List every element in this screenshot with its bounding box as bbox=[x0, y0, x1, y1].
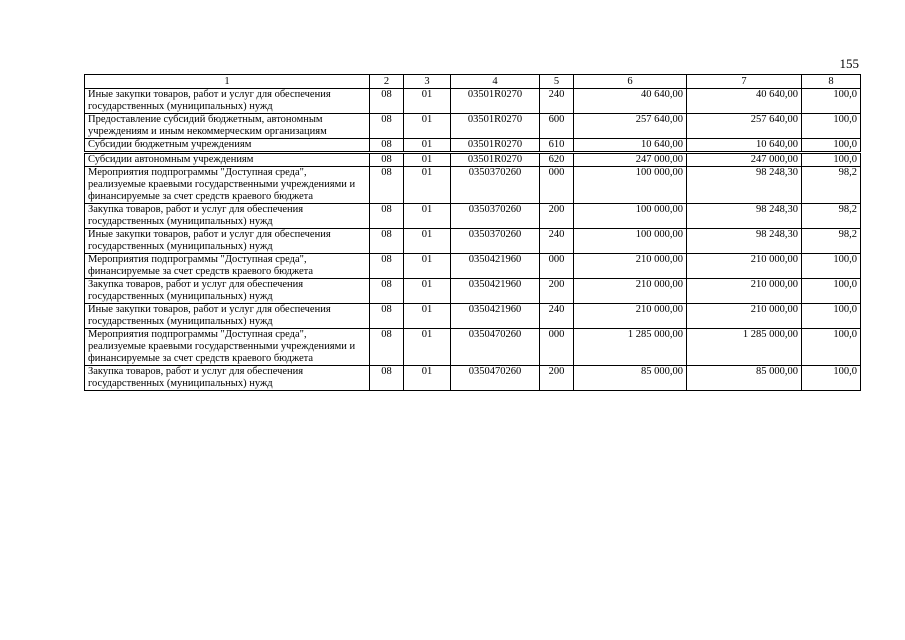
target-article-code: 0350421960 bbox=[451, 304, 540, 329]
execution-percent: 98,2 bbox=[802, 204, 861, 229]
executed-amount: 257 640,00 bbox=[687, 114, 802, 139]
planned-amount: 100 000,00 bbox=[574, 229, 687, 254]
table-row bbox=[85, 139, 861, 152]
execution-percent: 100,0 bbox=[802, 304, 861, 329]
subsection-code: 01 bbox=[404, 154, 451, 167]
expense-type-code: 200 bbox=[540, 204, 574, 229]
executed-amount: 98 248,30 bbox=[687, 229, 802, 254]
section-code: 08 bbox=[370, 154, 404, 167]
section-code: 08 bbox=[370, 254, 404, 279]
subsection-code: 01 bbox=[404, 279, 451, 304]
subsection-code: 01 bbox=[404, 304, 451, 329]
table-row bbox=[85, 329, 861, 366]
page-number: 155 bbox=[839, 56, 859, 71]
expense-type-code: 200 bbox=[540, 279, 574, 304]
execution-percent: 100,0 bbox=[802, 114, 861, 139]
table-row bbox=[85, 366, 861, 391]
row-name: Закупка товаров, работ и услуг для обеспечения государственных (муниципальных) нужд bbox=[85, 204, 370, 229]
planned-amount: 10 640,00 bbox=[574, 139, 687, 152]
header-row bbox=[85, 75, 861, 89]
subsection-code: 01 bbox=[404, 167, 451, 204]
subsection-code: 01 bbox=[404, 229, 451, 254]
execution-percent: 100,0 bbox=[802, 329, 861, 366]
target-article-code: 03501R0270 bbox=[451, 154, 540, 167]
target-article-code: 0350421960 bbox=[451, 254, 540, 279]
target-article-code: 0350470260 bbox=[451, 366, 540, 391]
section-code: 08 bbox=[370, 366, 404, 391]
header-cell: 2 bbox=[370, 75, 404, 89]
subsection-code: 01 bbox=[404, 204, 451, 229]
planned-amount: 210 000,00 bbox=[574, 254, 687, 279]
subsection-code: 01 bbox=[404, 139, 451, 152]
section-code: 08 bbox=[370, 139, 404, 152]
row-name: Иные закупки товаров, работ и услуг для обеспечения государственных (муниципальных) нужд bbox=[85, 304, 370, 329]
budget-table bbox=[84, 74, 861, 391]
expense-type-code: 620 bbox=[540, 154, 574, 167]
planned-amount: 1 285 000,00 bbox=[574, 329, 687, 366]
header-cell: 1 bbox=[85, 75, 370, 89]
planned-amount: 247 000,00 bbox=[574, 154, 687, 167]
row-name: Субсидии бюджетным учреждениям bbox=[85, 139, 370, 152]
section-code: 08 bbox=[370, 167, 404, 204]
execution-percent: 100,0 bbox=[802, 154, 861, 167]
expense-type-code: 240 bbox=[540, 229, 574, 254]
header-cell: 6 bbox=[574, 75, 687, 89]
execution-percent: 100,0 bbox=[802, 139, 861, 152]
subsection-code: 01 bbox=[404, 89, 451, 114]
executed-amount: 210 000,00 bbox=[687, 304, 802, 329]
planned-amount: 210 000,00 bbox=[574, 304, 687, 329]
row-name: Иные закупки товаров, работ и услуг для обеспечения государственных (муниципальных) нужд bbox=[85, 229, 370, 254]
subsection-code: 01 bbox=[404, 254, 451, 279]
subsection-code: 01 bbox=[404, 366, 451, 391]
execution-percent: 100,0 bbox=[802, 279, 861, 304]
executed-amount: 210 000,00 bbox=[687, 279, 802, 304]
header-cell: 5 bbox=[540, 75, 574, 89]
section-code: 08 bbox=[370, 329, 404, 366]
row-name: Мероприятия подпрограммы "Доступная среда", реализуемые краевыми государственными учреждениями и финансируемые за счет средств краевого бюджета bbox=[85, 167, 370, 204]
row-name: Закупка товаров, работ и услуг для обеспечения государственных (муниципальных) нужд bbox=[85, 279, 370, 304]
row-name: Мероприятия подпрограммы "Доступная среда", финансируемые за счет средств краевого бюджета bbox=[85, 254, 370, 279]
expense-type-code: 000 bbox=[540, 329, 574, 366]
section-code: 08 bbox=[370, 229, 404, 254]
execution-percent: 98,2 bbox=[802, 167, 861, 204]
execution-percent: 100,0 bbox=[802, 254, 861, 279]
planned-amount: 257 640,00 bbox=[574, 114, 687, 139]
target-article-code: 0350370260 bbox=[451, 204, 540, 229]
table-row bbox=[85, 154, 861, 167]
target-article-code: 0350370260 bbox=[451, 167, 540, 204]
executed-amount: 40 640,00 bbox=[687, 89, 802, 114]
header-cell: 7 bbox=[687, 75, 802, 89]
table-row bbox=[85, 89, 861, 114]
header-cell: 3 bbox=[404, 75, 451, 89]
row-name: Субсидии автономным учреждениям bbox=[85, 154, 370, 167]
section-code: 08 bbox=[370, 114, 404, 139]
row-name: Мероприятия подпрограммы "Доступная среда", реализуемые краевыми государственными учреждениями и финансируемые за счет средств краевого бюджета bbox=[85, 329, 370, 366]
executed-amount: 210 000,00 bbox=[687, 254, 802, 279]
target-article-code: 0350370260 bbox=[451, 229, 540, 254]
target-article-code: 0350421960 bbox=[451, 279, 540, 304]
subsection-code: 01 bbox=[404, 114, 451, 139]
expense-type-code: 200 bbox=[540, 366, 574, 391]
executed-amount: 247 000,00 bbox=[687, 154, 802, 167]
executed-amount: 10 640,00 bbox=[687, 139, 802, 152]
execution-percent: 100,0 bbox=[802, 366, 861, 391]
target-article-code: 03501R0270 bbox=[451, 89, 540, 114]
expense-type-code: 240 bbox=[540, 89, 574, 114]
target-article-code: 03501R0270 bbox=[451, 114, 540, 139]
executed-amount: 1 285 000,00 bbox=[687, 329, 802, 366]
table-row bbox=[85, 167, 861, 204]
row-name: Закупка товаров, работ и услуг для обеспечения государственных (муниципальных) нужд bbox=[85, 366, 370, 391]
expense-type-code: 000 bbox=[540, 167, 574, 204]
target-article-code: 0350470260 bbox=[451, 329, 540, 366]
row-name: Предоставление субсидий бюджетным, автономным учреждениям и иным некоммерческим организациям bbox=[85, 114, 370, 139]
executed-amount: 98 248,30 bbox=[687, 204, 802, 229]
row-name: Иные закупки товаров, работ и услуг для обеспечения государственных (муниципальных) нужд bbox=[85, 89, 370, 114]
table-row bbox=[85, 279, 861, 304]
target-article-code: 03501R0270 bbox=[451, 139, 540, 152]
table-row bbox=[85, 304, 861, 329]
execution-percent: 98,2 bbox=[802, 229, 861, 254]
planned-amount: 100 000,00 bbox=[574, 167, 687, 204]
section-code: 08 bbox=[370, 279, 404, 304]
planned-amount: 100 000,00 bbox=[574, 204, 687, 229]
table-row bbox=[85, 204, 861, 229]
execution-percent: 100,0 bbox=[802, 89, 861, 114]
planned-amount: 40 640,00 bbox=[574, 89, 687, 114]
section-code: 08 bbox=[370, 304, 404, 329]
header-cell: 8 bbox=[802, 75, 861, 89]
section-code: 08 bbox=[370, 89, 404, 114]
table-row bbox=[85, 229, 861, 254]
table-row bbox=[85, 254, 861, 279]
expense-type-code: 000 bbox=[540, 254, 574, 279]
planned-amount: 210 000,00 bbox=[574, 279, 687, 304]
header-cell: 4 bbox=[451, 75, 540, 89]
executed-amount: 85 000,00 bbox=[687, 366, 802, 391]
expense-type-code: 610 bbox=[540, 139, 574, 152]
expense-type-code: 600 bbox=[540, 114, 574, 139]
table-row bbox=[85, 114, 861, 139]
planned-amount: 85 000,00 bbox=[574, 366, 687, 391]
executed-amount: 98 248,30 bbox=[687, 167, 802, 204]
expense-type-code: 240 bbox=[540, 304, 574, 329]
section-code: 08 bbox=[370, 204, 404, 229]
subsection-code: 01 bbox=[404, 329, 451, 366]
